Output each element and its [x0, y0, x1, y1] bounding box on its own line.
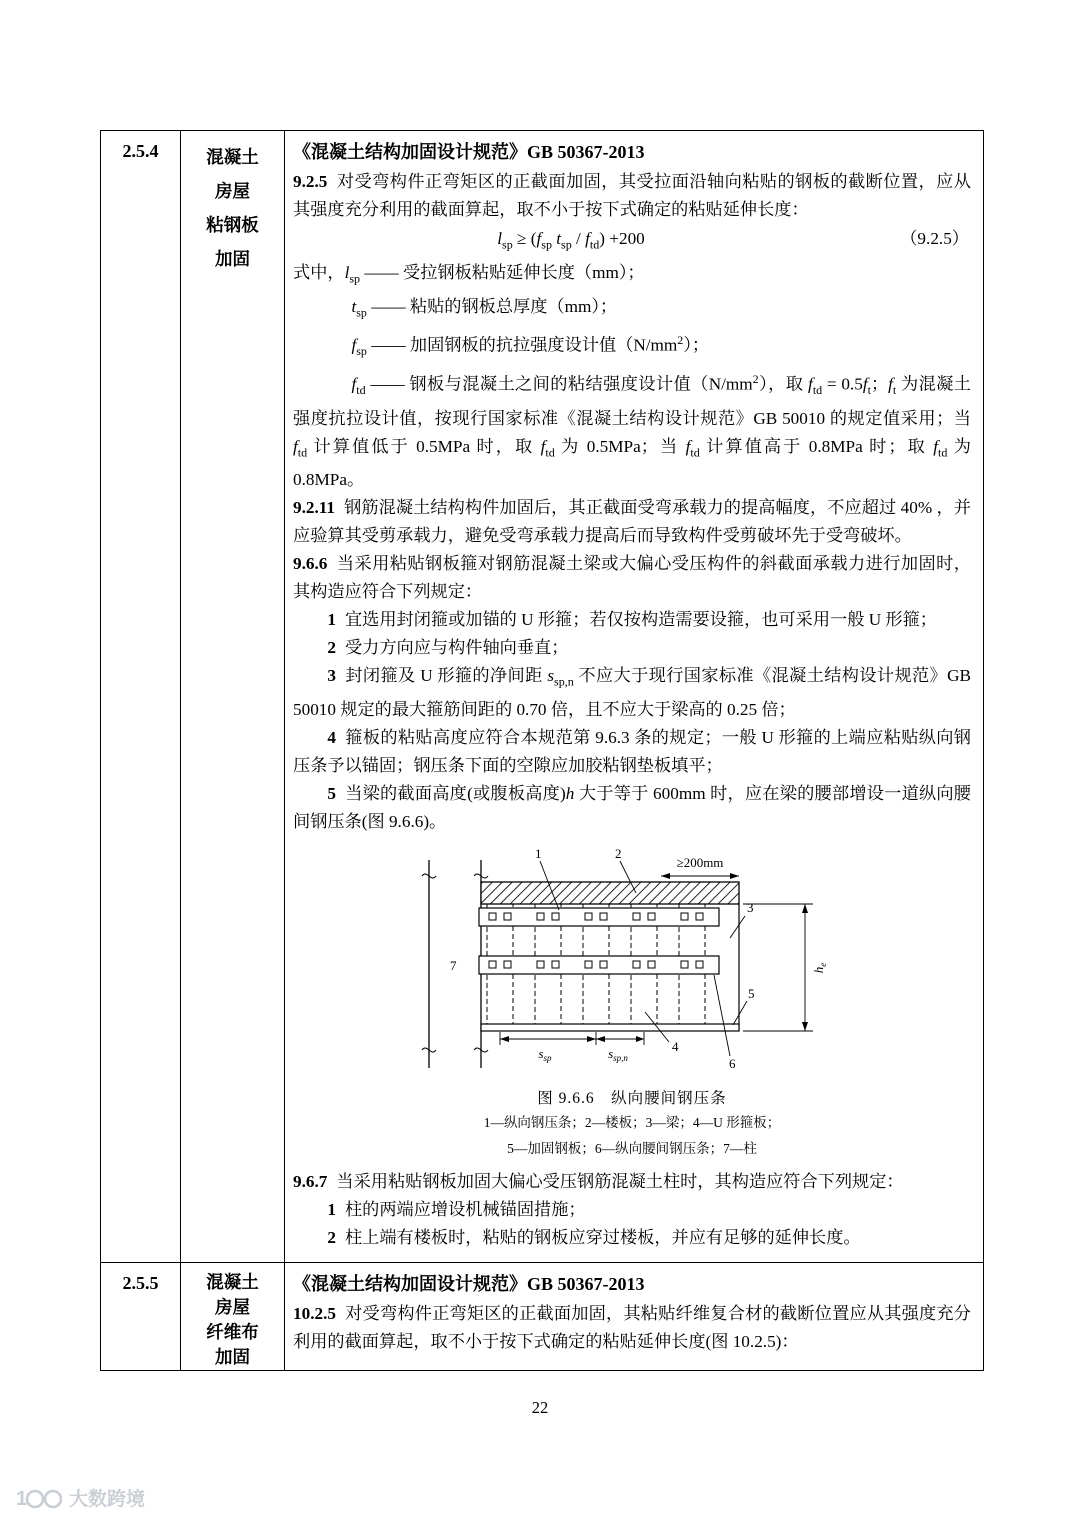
item-text: 柱的两端应增设机械锚固措施； [344, 1199, 586, 1219]
part-label-7: 7 [450, 957, 457, 973]
formula-expression: $l_{sp} \ge (f_{sp}$ $t_{sp} / f_{td}) +200$ [497, 229, 645, 252]
beam-height-dimension [743, 904, 813, 1031]
item-text: 箍板的粘贴高度应符合本规范第 9.6.3 条的规定；一般 U 形箍的上端应粘贴纵向钢压条予以锚固；钢压条下面的空隙应加胶粘钢垫板填平； [293, 727, 971, 775]
row-content-cell [285, 131, 983, 1262]
page-number: 22 [531, 1398, 549, 1417]
item-number: 4 [327, 727, 336, 747]
row-code-cell [101, 1263, 181, 1370]
clause-item [293, 606, 971, 634]
clause-item [293, 1196, 971, 1224]
clause-number: 9.6.7 [293, 1171, 328, 1191]
category-line: 纤维布 [206, 1321, 259, 1342]
item-number: 2 [327, 1227, 336, 1247]
symbol-definition: $f_{td}$ —— 钢板与混凝土之间的粘结强度设计值$(N/mm^2)$，取 $f_{td} = 0.5f_t$；$f_t$ 为混凝土强度抗拉设计值，按现行国家标准《混凝土结构设计规范》GB 50010 的规定值采用；当 $f_{td}$ 计算值低于 0.5MPa 时，取 $f_{td}$ 为 0.5MPa；当 $f_{td}$ 计算值高于 0.8MPa 时；取 $f_{td}$ 为 0.8MPa。 [293, 372, 971, 490]
formula-number: （9.2.5） [900, 229, 969, 248]
clause-9-6-7 [293, 1168, 971, 1196]
standard-title: 《混凝土结构加固设计规范》GB 50367-2013 [293, 1273, 645, 1294]
clause-text: 对受弯构件正弯矩区的正截面加固，其受拉面沿轴向粘贴的钢板的截断位置，应从其强度充分利用的截面算起，取不小于按下式确定的粘贴延伸长度： [293, 172, 971, 219]
hoop-spacing-dimension [500, 1032, 644, 1045]
item-number: 1 [327, 610, 336, 630]
item-number: 2 [327, 638, 336, 658]
clause-item [293, 662, 971, 723]
clause-item [293, 724, 971, 780]
clause-item [293, 1224, 971, 1252]
clause-9-2-11 [293, 494, 971, 550]
item-number: 1 [327, 1199, 336, 1219]
part-label-5: 5 [748, 985, 755, 1001]
standard-title: 《混凝土结构加固设计规范》GB 50367-2013 [293, 142, 645, 162]
symbol-definition: $f_{sp}$ —— 加固钢板的抗拉强度设计值$(N/mm^2)$； [351, 333, 710, 359]
symbol-definition: 式中，$l_{sp}$ —— 受拉钢板粘贴延伸长度（mm）； [293, 263, 645, 286]
clause-10-2-5 [293, 1300, 971, 1356]
formula-9-2-5 [293, 224, 971, 259]
sspn-label: $s_{sp,n}$ [608, 1045, 628, 1063]
item-number: 3 [327, 666, 336, 686]
category-line: 混凝土 [206, 147, 259, 167]
part-label-2: 2 [615, 845, 622, 861]
clause-number: 9.2.11 [293, 498, 336, 518]
row-category-cell [181, 1263, 285, 1370]
floor-slab [481, 882, 739, 904]
item-text: 受力方向应与构件轴向垂直； [344, 638, 569, 658]
clause-number: 9.6.6 [293, 554, 328, 574]
figure-caption: 图 9.6.6 纵向腰间钢压条 [537, 1089, 727, 1107]
item-text: 柱上端有楼板时，粘贴的钢板应穿过楼板，并应有足够的延伸长度。 [344, 1227, 861, 1247]
part-label-3: 3 [747, 899, 754, 915]
clause-number: 9.2.5 [293, 172, 328, 191]
row-content-cell [285, 1263, 983, 1370]
clause-text: 当采用粘贴钢板加固大偏心受压钢筋混凝土柱时，其构造应符合下列规定： [336, 1171, 904, 1191]
category-line: 房屋 [215, 181, 250, 201]
row-code: 2.5.5 [122, 1272, 159, 1293]
row-code-cell [101, 131, 181, 1262]
clause-9-2-5 [293, 168, 971, 224]
item-text: 宜选用封闭箍或加锚的 U 形箍；若仅按构造需要设箍，也可采用一般 U 形箍； [344, 610, 937, 630]
item-text: 当梁的截面高度(或腹板高度)h 大于等于 600mm 时，应在梁的腰部增设一道纵向腰间钢压条(图 9.6.6)。 [293, 783, 971, 831]
figure-9-6-6 [293, 846, 971, 1160]
clause-item [293, 634, 971, 662]
ssp-label: $s_{sp}$ [538, 1045, 552, 1063]
clause-9-6-6 [293, 550, 971, 606]
category-line: 加固 [215, 249, 250, 269]
watermark-logo-icon [16, 1486, 62, 1510]
category-line: 混凝土 [206, 1271, 259, 1292]
category-line: 粘钢板 [206, 215, 259, 235]
part-label-1: 1 [535, 845, 542, 861]
clause-text: 当采用粘贴钢板箍对钢筋混凝土梁或大偏心受压构件的斜截面承载力进行加固时，其构造应符合下列规定： [293, 554, 971, 602]
part-label-4: 4 [672, 1038, 679, 1054]
clause-item [293, 780, 971, 836]
svg-text:1: 1 [16, 1487, 28, 1510]
clause-number: 10.2.5 [293, 1303, 336, 1323]
symbol-definition: $t_{sp}$ —— 粘贴的钢板总厚度（mm）； [351, 296, 618, 320]
item-text: 封闭箍及 U 形箍的净间距 $s_{sp,n}$ 不应大于现行国家标准《混凝土结构设计规范》GB 50010 规定的最大箍筋间距的 0.70 倍，且不应大于梁高的 0.25 倍； [293, 666, 971, 719]
category-line: 房屋 [215, 1296, 250, 1317]
row-code: 2.5.4 [122, 141, 159, 161]
spec-table [100, 130, 984, 1371]
he-dimension-label: $h_e$ [811, 962, 828, 973]
figure-legend-line: 1—纵向钢压条；2—楼板；3—梁；4—U 形箍板； [483, 1114, 781, 1130]
slab-extension-dimension [661, 855, 739, 879]
figure-legend-line: 5—加固钢板；6—纵向腰间钢压条；7—柱 [507, 1140, 757, 1156]
item-number: 5 [327, 783, 336, 803]
dim-200mm-label: ≥200mm [676, 854, 724, 870]
watermark-text: 大数跨境 [69, 1489, 146, 1510]
part-label-6: 6 [729, 1055, 736, 1071]
clause-text: 钢筋混凝土结构构件加固后，其正截面受弯承载力的提高幅度，不应超过 40% ，并应验算其受剪承载力，避免受弯承载力提高后而导致构件受剪破坏先于受弯破坏。 [293, 498, 971, 546]
table-row [101, 1262, 983, 1370]
bottom-steel-plate [481, 1024, 739, 1031]
watermark [16, 1484, 145, 1511]
table-row [101, 131, 983, 1262]
category-line: 加固 [215, 1346, 250, 1367]
clause-text: 对受弯构件正弯矩区的正截面加固，其粘贴纤维复合材的截断位置应从其强度充分利用的截面算起，取不小于按下式确定的粘贴延伸长度(图 10.2.5)： [293, 1303, 971, 1351]
row-category-cell [181, 131, 285, 1262]
beam-reinforcement-diagram [409, 846, 855, 1078]
